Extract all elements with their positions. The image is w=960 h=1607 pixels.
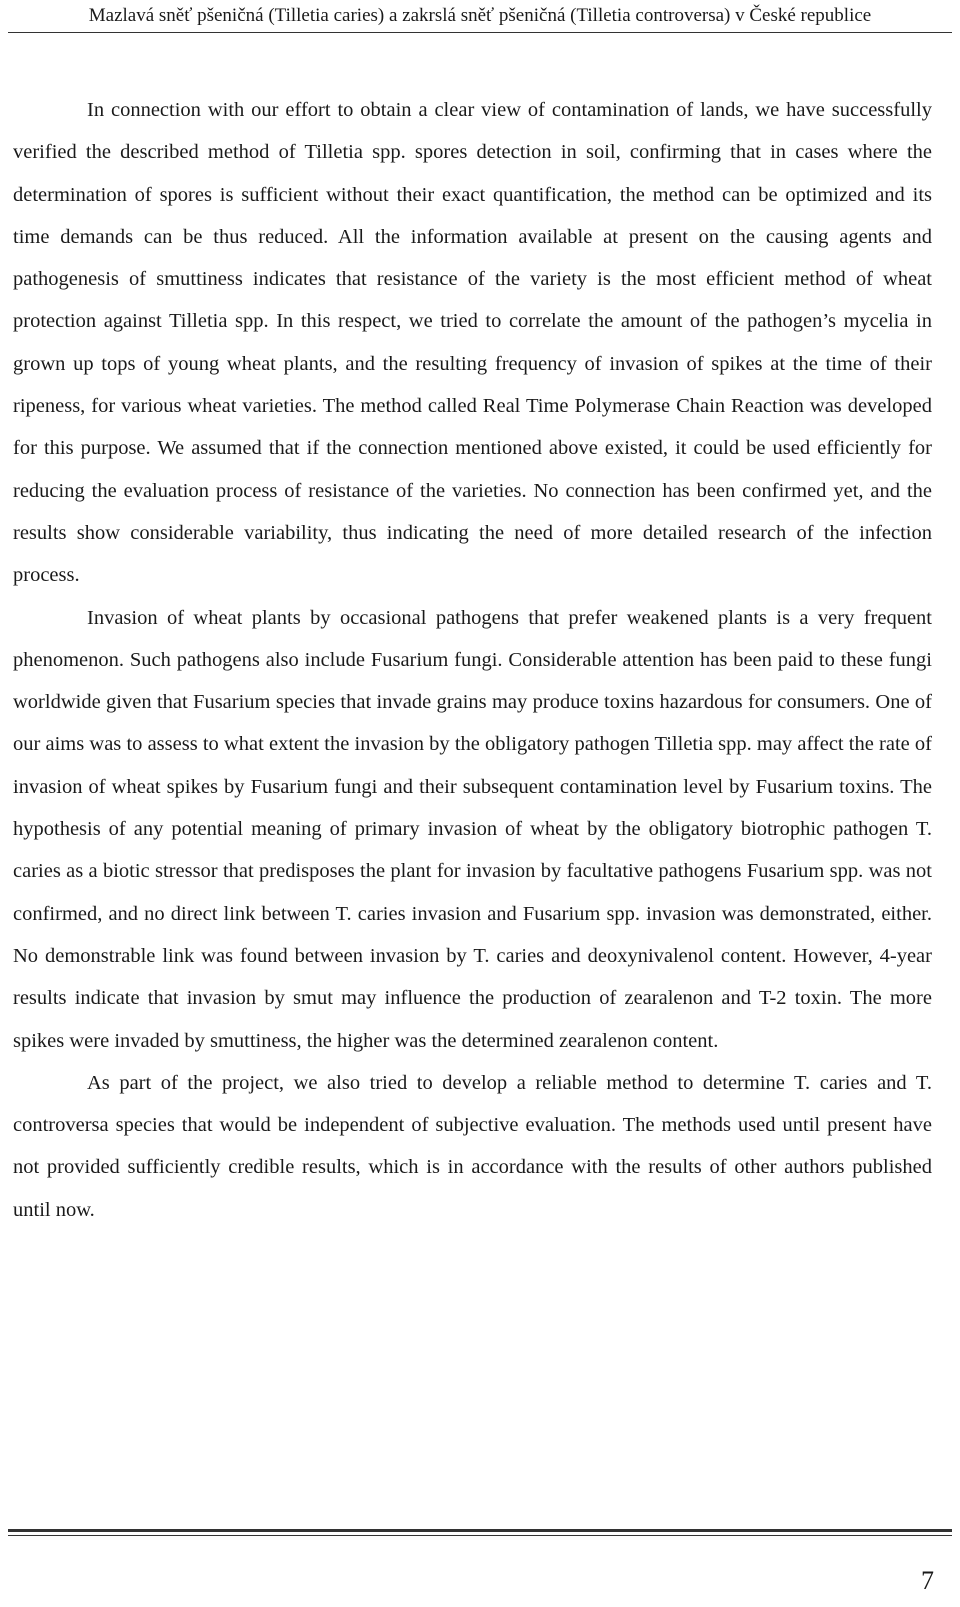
running-header: Mazlavá sněť pšeničná (Tilletia caries) a zakrslá sněť pšeničná (Tilletia controversa) v České republice [88,5,872,26]
paragraph-2: Invasion of wheat plants by occasional pathogens that prefer weakened plants is a very frequent phenomenon. Such pathogens also include Fusarium fungi. Considerable attention has been paid to these fungi worldwide given that Fusarium species that invade grains may produce toxins hazardous for consumers. One of our aims was to assess to what extent the invasion by the obligatory pathogen Tilletia spp. may affect the rate of invasion of wheat spikes by Fusarium fungi and their subsequent contamination level by Fusarium toxins. The hypothesis of any potential meaning of primary invasion of wheat by the obligatory biotrophic pathogen T. caries as a biotic stressor that predisposes the plant for invasion by facultative pathogens Fusarium spp. was not confirmed, and no direct link between T. caries invasion and Fusarium spp. invasion was demonstrated, either. No demonstrable link was found between invasion by T. caries and deoxynivalenol content. However, 4-year results indicate that invasion by smut may influence the production of zearalenon and T-2 toxin. The more spikes were invaded by smuttiness, the higher was the determined zearalenon content. [13,606,932,1052]
paragraph-3: As part of the project, we also tried to develop a reliable method to determine T. caries and T. controversa species that would be independent of subjective evaluation. The methods used until present have not provided sufficiently credible results, which is in accordance with the results of other authors published until now. [13,1071,932,1221]
paragraph-1: In connection with our effort to obtain a clear view of contamination of lands, we have successfully verified the described method of Tilletia spp. spores detection in soil, confirming that in cases where the determination of spores is sufficient without their exact quantification, the method can be optimized and its time demands can be thus reduced. All the information available at present on the causing agents and pathogenesis of smuttiness indicates that resistance of the variety is the most efficient method of wheat protection against Tilletia spp. In this respect, we tried to correlate the amount of the pathogen’s mycelia in grown up tops of young wheat plants, and the resulting frequency of invasion of spikes at the time of their ripeness, for various wheat varieties. The method called Real Time Polymerase Chain Reaction was developed for this purpose. We assumed that if the connection mentioned above existed, it could be used efficiently for reducing the evaluation process of resistance of the varieties. No connection has been confirmed yet, and the results show considerable variability, thus indicating the need of more detailed research of the infection process. [13,99,932,587]
body-text [13,89,932,1231]
footer-rule-thin [8,1535,952,1536]
footer-rule-thick [8,1529,952,1532]
header-rule [8,32,952,33]
page-number: 7 [921,1566,934,1595]
